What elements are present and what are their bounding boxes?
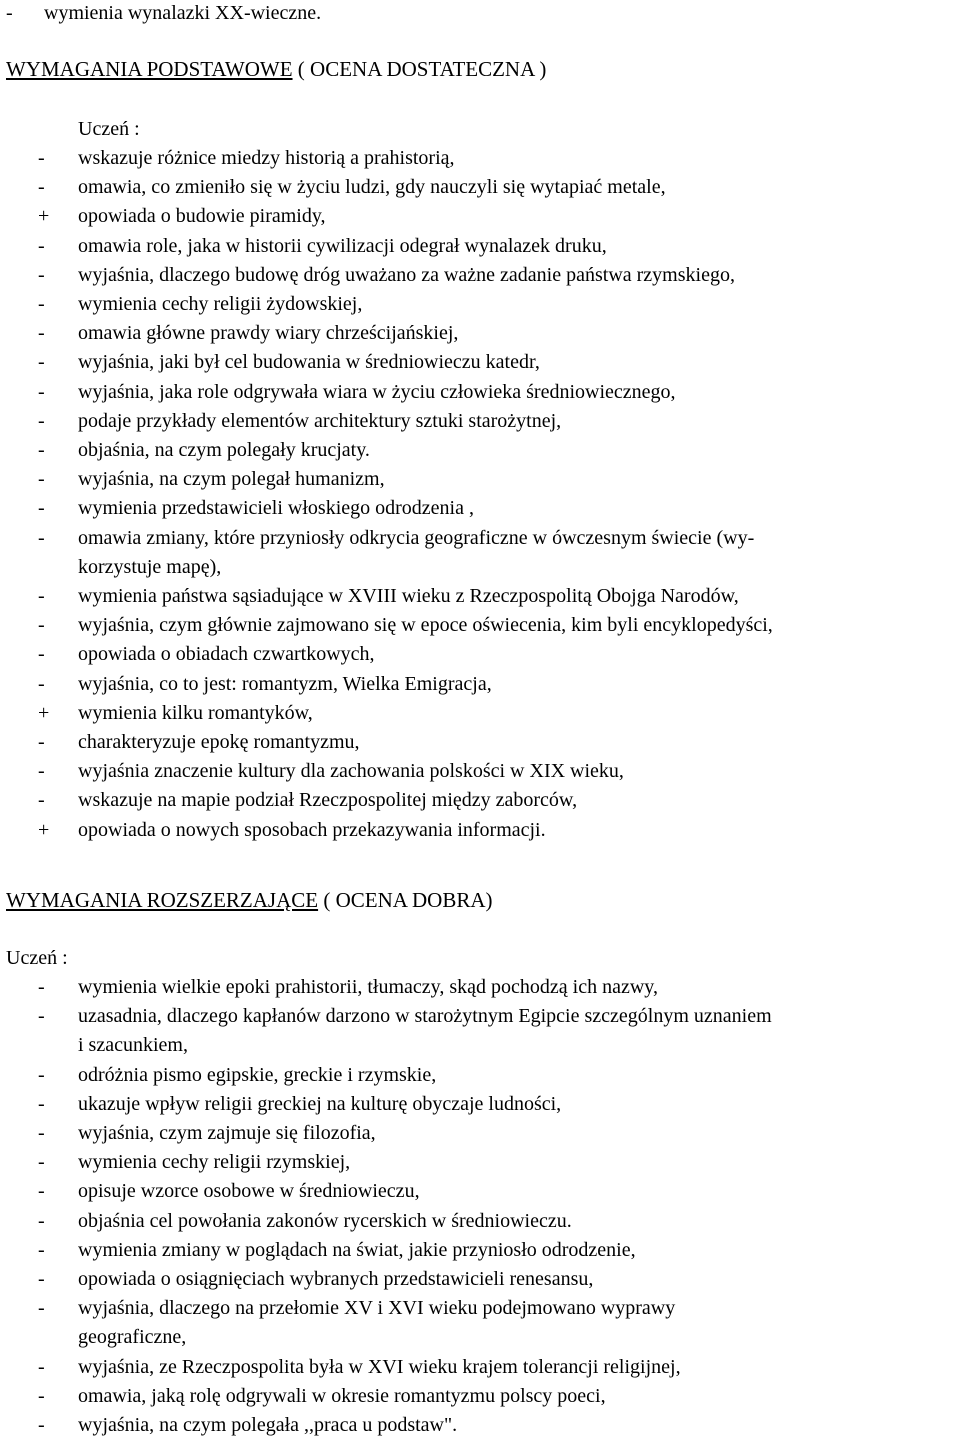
list-item-text: wymienia przedstawicieli włoskiego odrodzenia , [78,497,474,520]
list-marker: - [38,1384,45,1407]
list-marker: - [38,760,45,783]
list-marker: - [38,526,45,549]
list-marker: - [38,976,45,998]
list-marker: - [38,409,45,432]
list-marker: - [38,1414,45,1436]
list-marker: - [38,351,45,374]
list-marker: - [38,176,45,199]
list-marker: - [38,147,45,169]
list-item-text: omawia, jaką rolę odgrywali w okresie romantyzmu polscy poeci, [78,1384,606,1407]
list-item-text: omawia główne prawdy wiary chrześcijańskiej, [78,322,459,345]
list-marker: - [38,322,45,345]
list-item-text: wymienia kilku romantyków, [78,701,313,724]
list-item-text: objaśnia, na czym polegały krucjaty. [78,439,370,461]
section-heading-extended [6,886,493,914]
section-heading-grade: ( OCENA DOBRA) [318,888,493,912]
list-item-text: wymienia wielkie epoki prahistorii, tłumaczy, skąd pochodzą ich nazwy, [78,976,658,998]
list-item-text: opowiada o obiadach czwartkowych, [78,643,375,666]
list-marker: - [38,643,45,666]
list-marker: - [38,468,45,491]
section-heading-title: WYMAGANIA PODSTAWOWE [6,57,293,81]
section-heading-basic [6,55,546,83]
list-item-text: objaśnia cel powołania zakonów rycerskich w średniowieczu. [78,1209,572,1232]
list-item-text: wymienia cechy religii żydowskiej, [78,293,363,315]
list-item-text: wyjaśnia, jaka role odgrywała wiara w życiu człowieka średniowiecznego, [78,380,676,403]
list-item-text: wskazuje na mapie podział Rzeczpospolitej między zaborców, [78,789,578,812]
list-item-text: wyjaśnia, czym zajmuje się filozofia, [78,1122,376,1144]
list-item-text: wyjaśnia znaczenie kultury dla zachowania polskości w XIX wieku, [78,760,624,783]
list-item-text: wyjaśnia, dlaczego budowę dróg uważano za ważne zadanie państwa rzymskiego, [78,263,735,286]
list-item-text: podaje przykłady elementów architektury sztuki starożytnej, [78,409,562,432]
list-item-text: odróżnia pismo egipskie, greckie i rzymskie, [78,1063,437,1086]
list-item-text: wyjaśnia, co to jest: romantyzm, Wielka Emigracja, [78,672,492,695]
list-item-continuation: i szacunkiem, [78,1034,188,1057]
list-marker: - [38,1238,45,1261]
uczen-label: Uczeń : [78,118,140,140]
list-item-text: wymienia cechy religii rzymskiej, [78,1151,351,1174]
list-item-text: wyjaśnia, dlaczego na przełomie XV i XVI wieku podejmowano wyprawy [78,1297,676,1320]
list-item-text: uzasadnia, dlaczego kapłanów darzono w starożytnym Egipcie szczególnym uznaniem [78,1005,772,1028]
list-marker: - [38,1092,45,1115]
list-item-text: omawia role, jaka w historii cywilizacji odegrał wynalazek druku, [78,234,607,257]
list-item-text: wyjaśnia, na czym polegał humanizm, [78,468,385,491]
list-marker: - [38,731,45,753]
list-item-continuation: korzystuje mapę), [78,555,222,578]
uczen-label: Uczeń : [6,947,68,969]
list-item-text: wymienia państwa sąsiadujące w XVIII wieku z Rzeczpospolitą Obojga Narodów, [78,585,739,607]
list-item-text: wyjaśnia, ze Rzeczpospolita była w XVI wieku krajem tolerancji religijnej, [78,1355,681,1378]
list-item-text: opowiada o nowych sposobach przekazywania informacji. [78,818,546,841]
list-item-text: wyjaśnia, jaki był cel budowania w średniowieczu katedr, [78,351,540,374]
section-heading-title: WYMAGANIA ROZSZERZAJĄCE [6,888,319,912]
list-item-text: ukazuje wpływ religii greckiej na kulturę obyczaje ludności, [78,1092,562,1115]
list-marker: - [38,1151,45,1174]
list-marker: + [38,701,50,724]
list-marker: - [38,1180,45,1203]
list-marker: + [38,205,50,228]
list-marker: - [38,1122,45,1144]
list-item-text: wskazuje różnice miedzy historią a prahistorią, [78,147,455,169]
list-item-continuation: geograficzne, [78,1326,187,1349]
list-item-text: opisuje wzorce osobowe w średniowieczu, [78,1180,420,1203]
list-marker: - [38,1063,45,1086]
list-marker: - [38,293,45,315]
list-marker: - [38,672,45,695]
list-marker: - [38,234,45,257]
list-item-text: omawia, co zmieniło się w życiu ludzi, gdy nauczyli się wytapiać metale, [78,176,666,199]
list-marker: - [38,380,45,403]
list-marker: - [38,1297,45,1320]
list-marker: - [38,263,45,286]
section-heading-grade: ( OCENA DOSTATECZNA ) [292,57,547,81]
list-item-text: wyjaśnia, na czym polegała ,,praca u podstaw". [78,1414,458,1436]
list-item-text: charakteryzuje epokę romantyzmu, [78,731,360,753]
list-item-text: wymienia wynalazki XX-wieczne. [44,2,322,24]
list-marker: - [38,439,45,461]
list-item-text: omawia zmiany, które przyniosły odkrycia geograficzne w ówczesnym świecie (wy- [78,526,755,549]
list-item-text: wyjaśnia, czym głównie zajmowano się w epoce oświecenia, kim byli encyklopedyści, [78,614,773,637]
list-marker: - [38,585,45,607]
list-marker: - [6,2,13,24]
list-marker: + [38,818,50,841]
list-marker: - [38,1268,45,1290]
list-marker: - [38,614,45,637]
list-item-text: wymienia zmiany w poglądach na świat, jakie przyniosło odrodzenie, [78,1238,636,1261]
list-marker: - [38,1005,45,1028]
list-marker: - [38,1209,45,1232]
list-item-text: opowiada o budowie piramidy, [78,205,326,228]
list-marker: - [38,789,45,812]
list-marker: - [38,1355,45,1378]
list-marker: - [38,497,45,520]
list-item-text: opowiada o osiągnięciach wybranych przedstawicieli renesansu, [78,1268,594,1290]
